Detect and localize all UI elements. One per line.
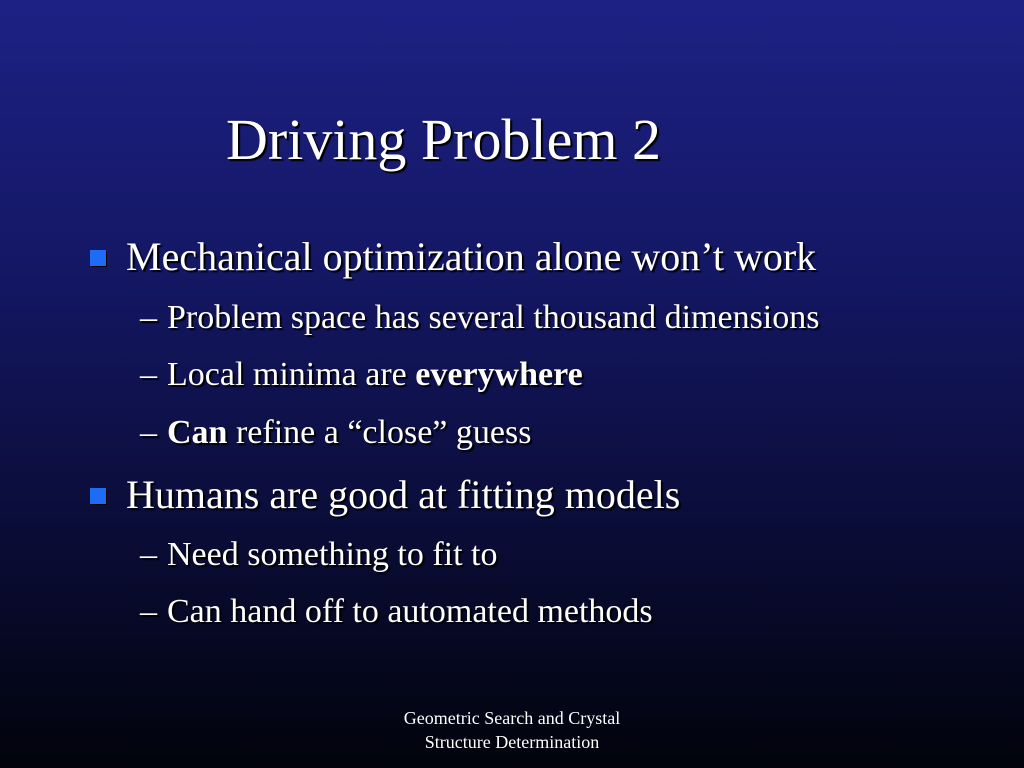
sub-bullet-item [140, 535, 498, 575]
sub-bullet-item [140, 355, 583, 395]
sub-bullet-emphasis: Can [167, 414, 228, 451]
square-bullet-icon [90, 250, 106, 266]
sub-bullet-text: Problem space has several thousand dimensions [167, 299, 820, 336]
dash-marker: – [140, 356, 157, 393]
footer-line-2: Structure Determination [424, 732, 600, 752]
sub-bullet-text: Can hand off to automated methods [167, 593, 653, 630]
bullet-item [90, 233, 816, 281]
sub-bullet-text: Need something to fit to [167, 536, 498, 573]
bullet-text: Mechanical optimization alone won’t work [126, 234, 817, 279]
sub-bullet-item [140, 592, 653, 632]
sub-bullet-text: Local minima are [167, 356, 416, 393]
dash-marker: – [140, 536, 157, 573]
footer-line-1: Geometric Search and Crystal [403, 708, 621, 728]
sub-bullet-text: refine a “close” guess [227, 414, 532, 451]
dash-marker: – [140, 299, 157, 336]
square-bullet-icon [90, 488, 106, 504]
slide-title: Driving Problem 2 [226, 107, 661, 172]
slide-footer [362, 706, 662, 754]
dash-marker: – [140, 593, 157, 630]
bullet-text: Humans are good at fitting models [126, 472, 681, 517]
sub-bullet-emphasis: everywhere [415, 356, 583, 393]
bullet-item [90, 471, 680, 519]
dash-marker: – [140, 414, 157, 451]
sub-bullet-item [140, 413, 531, 453]
sub-bullet-item [140, 298, 819, 338]
